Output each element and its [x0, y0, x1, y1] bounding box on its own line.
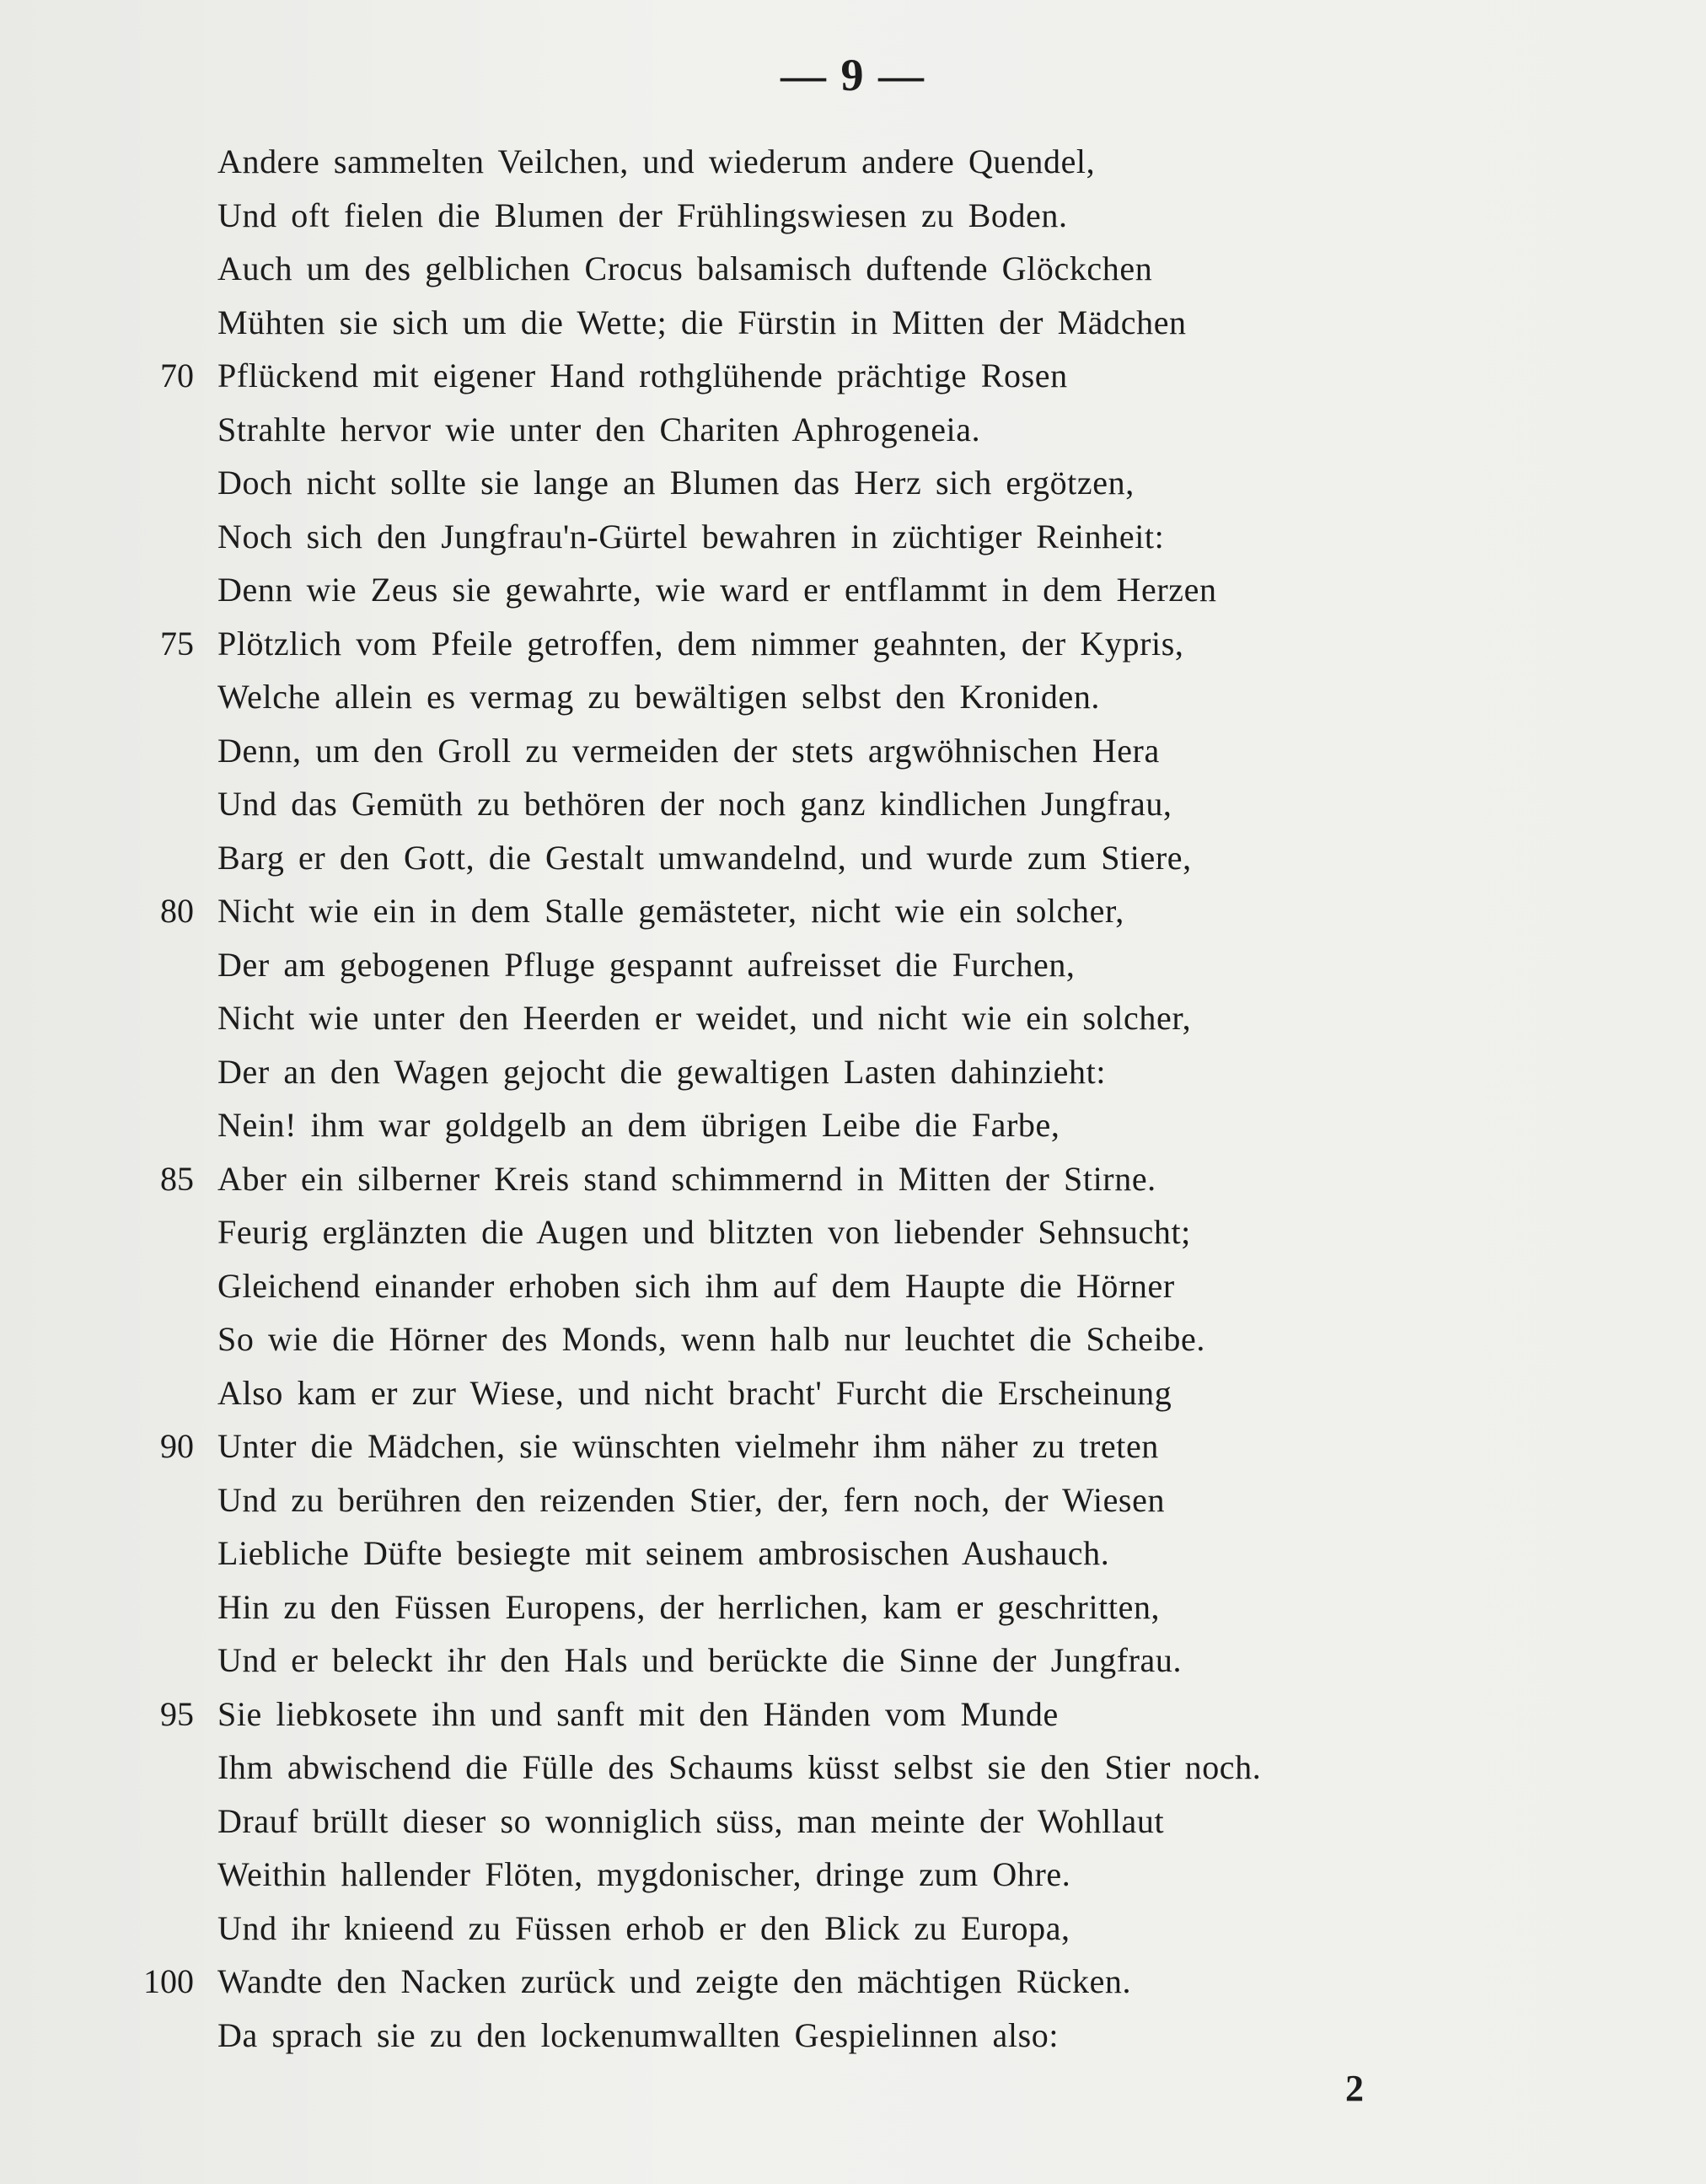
verse-text: Und ihr knieend zu Füssen erhob er den Blick zu Europa, — [217, 1908, 1070, 1947]
verse-line — [0, 1473, 1706, 1527]
verse-line — [0, 2009, 1706, 2063]
verse-line — [0, 1312, 1706, 1366]
page-number-header: — 9 — — [781, 50, 925, 100]
verse-line — [0, 1741, 1706, 1795]
verse-line — [0, 884, 1706, 938]
verse-line — [0, 777, 1706, 831]
verse-line — [0, 831, 1706, 885]
verse-text: Und zu berühren den reizenden Stier, der, fern noch, der Wiesen — [217, 1480, 1166, 1519]
verse-text: Und das Gemüth zu bethören der noch ganz kindlichen Jungfrau, — [217, 785, 1172, 823]
verse-text: Nicht wie ein in dem Stalle gemästeter, nicht wie ein solcher, — [217, 892, 1124, 930]
verse-text: So wie die Hörner des Monds, wenn halb nur leuchtet die Scheibe. — [217, 1320, 1205, 1358]
verse-line — [0, 563, 1706, 617]
line-number: 80 — [160, 892, 194, 930]
verse-text: Liebliche Düfte besiegte mit seinem ambrosischen Aushauch. — [217, 1534, 1110, 1572]
verse-line — [0, 403, 1706, 457]
verse-line — [0, 1152, 1706, 1206]
verse-line — [0, 1795, 1706, 1849]
verse-text: Da sprach sie zu den lockenumwallten Gespielinnen also: — [217, 2015, 1060, 2054]
verse-line — [0, 1902, 1706, 1956]
verse-line — [0, 1688, 1706, 1741]
verse-line — [0, 510, 1706, 564]
verse-line — [0, 1634, 1706, 1688]
line-number: 70 — [160, 357, 194, 394]
verse-text: Gleichend einander erhoben sich ihm auf dem Haupte die Hörner — [217, 1266, 1175, 1305]
verse-line — [0, 1366, 1706, 1420]
verse-text: Welche allein es vermag zu bewältigen selbst den Kroniden. — [217, 678, 1101, 716]
verse-text: Und er beleckt ihr den Hals und berückte die Sinne der Jungfrau. — [217, 1641, 1183, 1679]
verse-line — [0, 991, 1706, 1045]
verse-line — [0, 456, 1706, 510]
verse-line — [0, 1259, 1706, 1313]
line-number: 100 — [143, 1962, 194, 2000]
verse-text: Drauf brüllt dieser so wonniglich süss, man meinte der Wohllaut — [217, 1801, 1165, 1840]
signature-mark: 2 — [1345, 2068, 1364, 2109]
verse-line — [0, 724, 1706, 778]
verse-text: Hin zu den Füssen Europens, der herrlichen, kam er geschritten, — [217, 1587, 1161, 1626]
verse-text: Barg er den Gott, die Gestalt umwandelnd, und wurde zum Stiere, — [217, 838, 1192, 877]
line-number: 75 — [160, 624, 194, 663]
verse-text: Weithin hallender Flöten, mygdonischer, dringe zum Ohre. — [217, 1855, 1071, 1893]
verse-line — [0, 1848, 1706, 1902]
line-number: 95 — [160, 1694, 194, 1733]
verse-line — [0, 1955, 1706, 2009]
verse-text: Pflückend mit eigener Hand rothglühende prächtige Rosen — [217, 357, 1068, 394]
verse-line — [0, 670, 1706, 724]
line-number: 90 — [160, 1427, 194, 1465]
verse-text: Andere sammelten Veilchen, und wiederum andere Quendel, — [217, 142, 1096, 180]
line-number: 85 — [160, 1159, 194, 1198]
verse-line — [0, 349, 1706, 403]
verse-text: Denn wie Zeus sie gewahrte, wie ward er entflammt in dem Herzen — [217, 571, 1217, 609]
verse-line — [0, 938, 1706, 992]
verse-text: Doch nicht sollte sie lange an Blumen das Herz sich ergötzen, — [217, 464, 1135, 502]
verse-text: Der an den Wagen gejocht die gewaltigen Lasten dahinzieht: — [217, 1052, 1107, 1091]
verse-text: Wandte den Nacken zurück und zeigte den mächtigen Rücken. — [217, 1962, 1132, 2000]
verse-text: Noch sich den Jungfrau'n-Gürtel bewahren in züchtiger Reinheit: — [217, 517, 1165, 555]
verse-text: Feurig erglänzten die Augen und blitzten von liebender Sehnsucht; — [217, 1213, 1191, 1251]
verse-list — [0, 135, 1706, 2062]
verse-line — [0, 135, 1706, 189]
verse-line — [0, 1580, 1706, 1634]
verse-text: Ihm abwischend die Fülle des Schaums küsst selbst sie den Stier noch. — [217, 1748, 1262, 1786]
verse-text: Plötzlich vom Pfeile getroffen, dem nimmer geahnten, der Kypris, — [217, 624, 1184, 663]
verse-text: Auch um des gelblichen Crocus balsamisch duftende Glöckchen — [217, 250, 1153, 287]
verse-text: Also kam er zur Wiese, und nicht bracht' Furcht die Erscheinung — [217, 1373, 1172, 1412]
verse-line — [0, 189, 1706, 243]
verse-text: Denn, um den Groll zu vermeiden der stets argwöhnischen Hera — [217, 731, 1160, 770]
verse-line — [0, 1527, 1706, 1580]
verse-text: Und oft fielen die Blumen der Frühlingswiesen zu Boden. — [217, 196, 1068, 234]
verse-text: Nein! ihm war goldgelb an dem übrigen Leibe die Farbe, — [217, 1106, 1060, 1144]
verse-text: Mühten sie sich um die Wette; die Fürstin in Mitten der Mädchen — [217, 303, 1187, 341]
verse-text: Nicht wie unter den Heerden er weidet, und nicht wie ein solcher, — [217, 999, 1192, 1037]
verse-line — [0, 1098, 1706, 1152]
verse-line — [0, 617, 1706, 671]
verse-line — [0, 1419, 1706, 1473]
verse-line — [0, 1205, 1706, 1259]
verse-line — [0, 1045, 1706, 1099]
verse-text: Strahlte hervor wie unter den Chariten Aphrogeneia. — [217, 410, 981, 448]
verse-line — [0, 296, 1706, 350]
verse-text: Unter die Mädchen, sie wünschten vielmehr ihm näher zu treten — [217, 1427, 1159, 1465]
verse-text: Sie liebkosete ihn und sanft mit den Händen vom Munde — [217, 1694, 1059, 1733]
verse-text: Der am gebogenen Pfluge gespannt aufreisset die Furchen, — [217, 945, 1076, 984]
verse-line — [0, 242, 1706, 296]
verse-text: Aber ein silberner Kreis stand schimmernd in Mitten der Stirne. — [217, 1159, 1156, 1198]
